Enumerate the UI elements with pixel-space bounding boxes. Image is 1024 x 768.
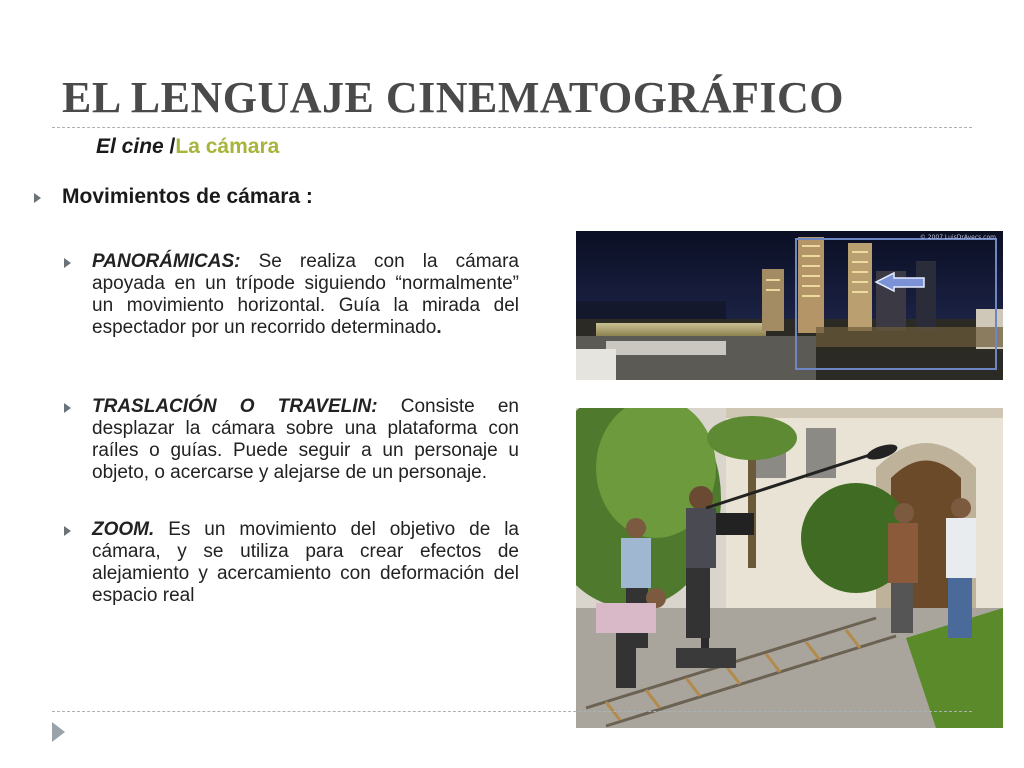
panorama-city-photo — [576, 231, 1003, 380]
footer-divider — [52, 711, 972, 712]
subtitle-section: El cine — [96, 135, 164, 158]
travelling-illustration — [576, 408, 1003, 728]
triangle-right-icon — [64, 403, 71, 413]
title-divider — [52, 127, 972, 128]
main-bullet-text: Movimientos de cámara : — [62, 185, 313, 208]
list-item-zoom — [92, 519, 519, 607]
item-text: Es un movimiento del objetivo de la cámara, y se utiliza para crear efectos de alejamiento y acercamiento con deformación del espacio real — [92, 519, 519, 606]
item-text: Se realiza con la cámara apoyada en un trípode siguiendo “normalmente” un movimiento horizontal. Guía la mirada del espectador por un recorrido determinado — [92, 251, 519, 338]
item-text: Consiste en desplazar la cámara sobre una plataforma con raíles o guías. Puede seguir a un personaje u objeto, o acercarse y alejarse de un personaje. — [92, 396, 519, 483]
subtitle-separator: / — [169, 135, 176, 158]
slide-subtitle — [96, 135, 279, 159]
item-term: TRASLACIÓN O TRAVELIN: — [92, 396, 378, 417]
panorama-watermark: © 2007 LuisDrAvecs.com — [919, 234, 996, 241]
subtitle-topic: La cámara — [175, 135, 280, 158]
item-term: PANORÁMICAS: — [92, 251, 241, 272]
list-item-traslacion — [92, 396, 519, 484]
slide-title: EL LENGUAJE CINEMATOGRÁFICO — [62, 73, 844, 122]
panorama-illustration — [576, 231, 1003, 380]
triangle-right-icon — [64, 258, 71, 268]
triangle-right-icon — [64, 526, 71, 536]
triangle-right-icon — [34, 193, 41, 203]
travelling-dolly-photo — [576, 408, 1003, 728]
list-item-panoramicas — [92, 251, 519, 339]
triangle-right-icon — [52, 722, 65, 742]
item-term: ZOOM. — [92, 519, 155, 540]
item-tail: . — [436, 317, 442, 338]
